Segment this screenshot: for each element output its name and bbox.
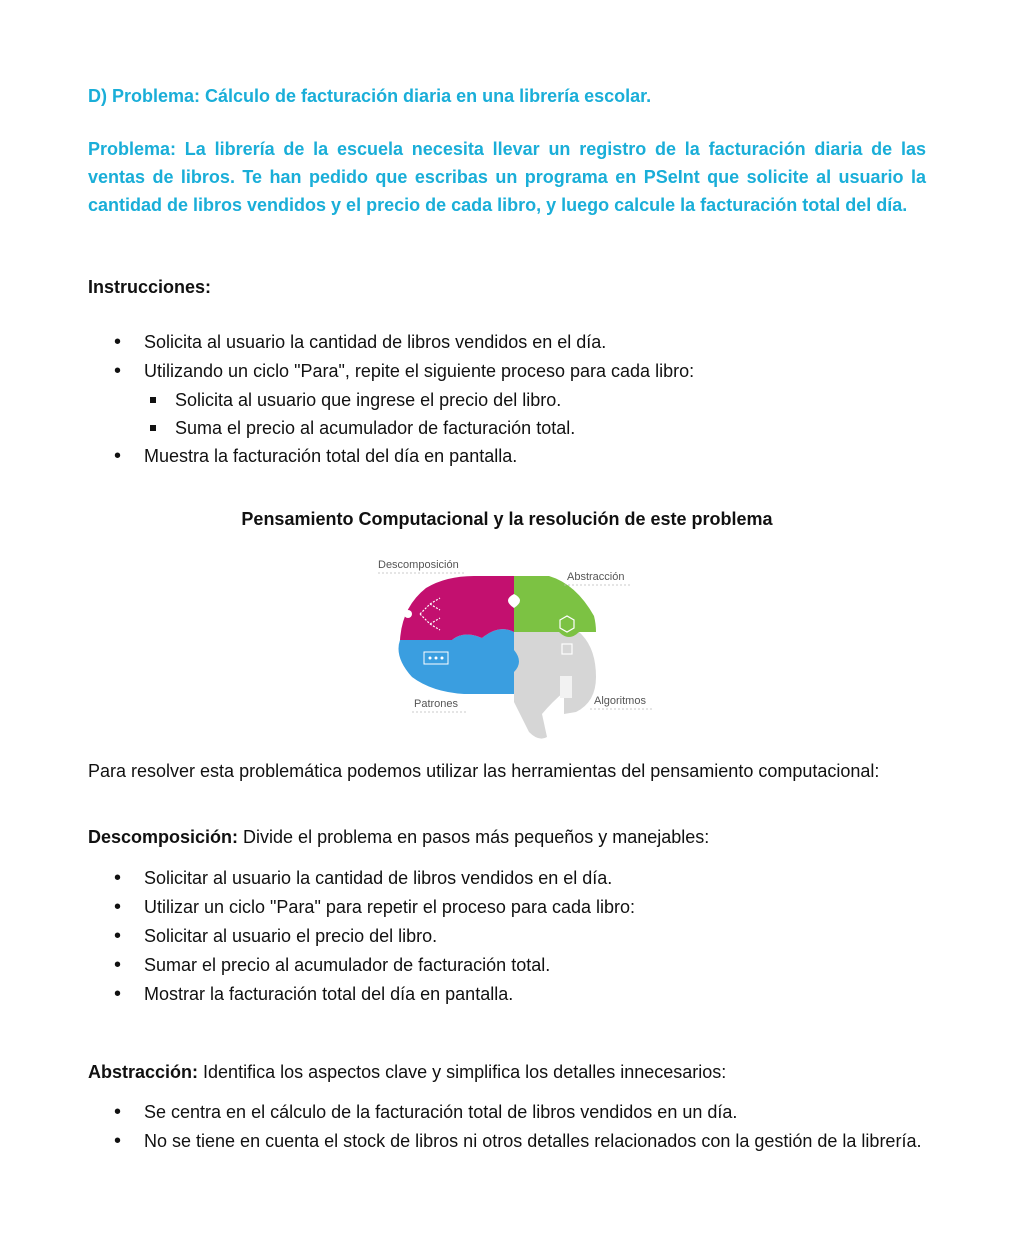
list-item: • Sumar el precio al acumulador de facturación total. <box>88 951 926 980</box>
list-item: • Utilizar un ciclo "Para" para repetir el proceso para cada libro: <box>88 893 926 922</box>
label-patrones: Patrones <box>414 698 459 710</box>
sub-list-item: Solicita al usuario que ingrese el precio del libro. <box>88 386 926 414</box>
instructions-list <box>88 328 926 471</box>
problem-heading: D) Problema: Cálculo de facturación diaria en una librería escolar. <box>88 86 652 106</box>
instructions-label: Instrucciones: <box>88 277 212 297</box>
list-item: • Utilizando un ciclo "Para", repite el siguiente proceso para cada libro: <box>88 357 926 386</box>
section-title: Pensamiento Computacional y la resolución de este problema <box>241 509 773 529</box>
list-item: • No se tiene en cuenta el stock de libros ni otros detalles relacionados con la gestión de la librería. <box>88 1127 926 1156</box>
list-item: • Solicitar al usuario el precio del libro. <box>88 922 926 951</box>
abstraction-text: Identifica los aspectos clave y simplifica los detalles innecesarios: <box>198 1062 727 1082</box>
decomposition-label: Descomposición: <box>88 827 239 847</box>
label-abstraccion: Abstracción <box>567 571 625 583</box>
flow-icon <box>560 676 572 698</box>
abstraction-list <box>88 1098 926 1156</box>
computational-thinking-puzzle-brain <box>364 552 654 747</box>
abstraction-label: Abstracción: <box>88 1062 199 1082</box>
decomposition-paragraph <box>88 823 926 851</box>
label-descomposicion: Descomposición <box>378 559 459 571</box>
list-item: • Solicitar al usuario la cantidad de libros vendidos en el día. <box>88 864 926 893</box>
sub-list-item: Suma el precio al acumulador de facturación total. <box>88 414 926 442</box>
label-algoritmos: Algoritmos <box>594 695 646 707</box>
decomposition-list <box>88 864 926 1009</box>
list-item: • Mostrar la facturación total del día en pantalla. <box>88 980 926 1009</box>
abstraction-paragraph <box>88 1058 926 1086</box>
intro-paragraph: Para resolver esta problemática podemos utilizar las herramientas del pensamiento computacional: <box>88 761 880 781</box>
algoritmos-puzzle-piece <box>514 632 596 739</box>
list-item: • Solicita al usuario la cantidad de libros vendidos en el día. <box>88 328 926 357</box>
list-item: • Se centra en el cálculo de la facturación total de libros vendidos en un día. <box>88 1098 926 1127</box>
decomposition-text: Divide el problema en pasos más pequeños y manejables: <box>238 827 710 847</box>
abstraccion-puzzle-piece <box>514 576 596 637</box>
dot-icon <box>404 610 412 618</box>
list-item: • Muestra la facturación total del día en pantalla. <box>88 442 926 471</box>
problem-statement: Problema: La librería de la escuela necesita llevar un registro de la facturación diaria de las ventas de libros. Te han pedido que escribas un programa en PSeInt que solicite al usuario la cantidad de libros vendidos y el precio de cada libro, y luego calcule la facturación total del día. <box>88 139 926 215</box>
